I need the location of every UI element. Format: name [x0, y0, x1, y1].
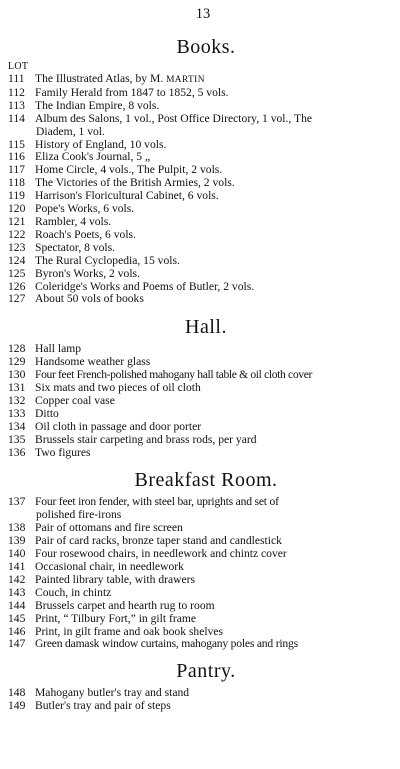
lot-description: Green damask window curtains, mahogany poles and rings — [35, 637, 298, 651]
lot-number: 133 — [8, 406, 26, 420]
lot-number: 118 — [8, 176, 25, 190]
lot-item — [8, 255, 392, 268]
lot-item — [8, 700, 392, 713]
lot-item — [8, 447, 392, 460]
lot-description: Hall lamp — [35, 342, 82, 356]
lot-description: Copper coal vase — [35, 393, 115, 407]
lot-number: 127 — [8, 292, 26, 306]
lot-description: Print, “ Tilbury Fort,” in gilt frame — [35, 611, 197, 625]
lot-description: Eliza Cook's Journal, 5 „ — [35, 150, 151, 164]
lot-description — [35, 113, 392, 126]
lot-number: 143 — [8, 585, 26, 599]
lot-item-continuation — [8, 126, 392, 139]
lot-number: 121 — [8, 214, 26, 228]
lot-item — [8, 229, 392, 242]
lot-item — [8, 395, 392, 408]
lot-item — [8, 113, 392, 126]
section-heading-pantry: Pantry. — [176, 660, 236, 683]
lot-number: 136 — [8, 445, 26, 459]
lot-description — [35, 73, 392, 87]
lot-description: About 50 vols of books — [35, 292, 144, 306]
lot-number: 124 — [8, 253, 26, 267]
lot-description-continuation: polished fire-irons — [36, 508, 122, 522]
lot-column-label: LOT — [8, 61, 29, 72]
lot-number: 129 — [8, 355, 26, 369]
lot-description: Roach's Poets, 6 vols. — [35, 227, 136, 241]
lot-description: Couch, in chintz — [35, 585, 112, 599]
lot-number: 141 — [8, 560, 26, 573]
lot-description: The Rural Cyclopedia, 15 vols. — [35, 253, 180, 267]
lot-description: The Indian Empire, 8 vols. — [35, 98, 160, 112]
lot-description: Handsome weather glass — [35, 355, 151, 369]
lot-number: 111 — [8, 72, 25, 85]
lot-description: Rambler, 4 vols. — [35, 214, 112, 228]
lot-number: 116 — [8, 150, 25, 164]
page-number: 13 — [195, 6, 211, 22]
lot-item — [8, 216, 392, 229]
lot-description: Butler's tray and pair of steps — [35, 699, 171, 713]
lot-item — [8, 421, 392, 434]
lot-description: Coleridge's Works and Poems of Butler, 2 vols. — [35, 279, 255, 293]
lot-item — [8, 434, 392, 447]
lot-number: 126 — [8, 279, 26, 293]
lot-number: 134 — [8, 419, 26, 433]
lot-description: Occasional chair, in needlework — [35, 560, 184, 573]
section-heading-breakfast-room: Breakfast Room. — [134, 469, 278, 492]
lot-number: 128 — [8, 342, 26, 356]
lot-description: Six mats and two pieces of oil cloth — [35, 381, 201, 395]
lot-description: Four rosewood chairs, in needlework and chintz cover — [35, 547, 287, 561]
lot-description: Mahogany butler's tray and stand — [35, 686, 190, 700]
lot-number: 147 — [8, 637, 26, 651]
lot-item — [8, 587, 392, 600]
lot-description: Painted library table, with drawers — [35, 572, 196, 586]
lot-description-text: The Illustrated Atlas, by M. — [35, 72, 167, 85]
lot-number: 144 — [8, 598, 26, 612]
lot-description: Pair of ottomans and fire screen — [35, 521, 183, 535]
section-heading-books: Books. — [176, 36, 236, 58]
lot-number: 149 — [8, 699, 26, 713]
lot-item — [8, 382, 392, 395]
section-heading-hall: Hall. — [185, 316, 227, 339]
lot-description: Brussels carpet and hearth rug to room — [35, 598, 215, 612]
lot-description: Spectator, 8 vols. — [35, 240, 116, 254]
lot-description: Pair of card racks, bronze taper stand and candlestick — [35, 534, 282, 548]
lot-item — [8, 268, 392, 281]
lot-number: 142 — [8, 572, 26, 586]
lot-item — [8, 574, 392, 587]
lot-number: 120 — [8, 202, 26, 216]
lot-item — [8, 408, 392, 421]
lot-number: 145 — [8, 611, 26, 625]
lot-number: 135 — [8, 432, 26, 446]
lot-author: MARTIN — [166, 75, 205, 85]
lot-number: 130 — [8, 368, 26, 382]
lot-number: 112 — [8, 85, 25, 99]
lot-item — [8, 87, 392, 100]
lot-number: 140 — [8, 547, 26, 561]
lot-number: 137 — [8, 495, 26, 509]
lot-number: 148 — [8, 686, 26, 700]
lot-description: Four feet French-polished mahogany hall table & oil cloth cover — [35, 368, 313, 382]
lot-description: Home Circle, 4 vols., The Pulpit, 2 vols. — [35, 163, 223, 177]
lot-item — [8, 613, 392, 626]
lot-description-text: Album des Salons, 1 vol., Post Office Directory, 1 vol., The — [35, 111, 313, 125]
lot-number: 113 — [8, 98, 25, 112]
lot-item — [8, 242, 392, 255]
lot-item — [8, 293, 392, 306]
lot-number: 122 — [8, 227, 26, 241]
lot-description-continuation: Diadem, 1 vol. — [36, 124, 105, 138]
lot-number: 139 — [8, 534, 26, 548]
breakfast-room-list — [8, 496, 392, 651]
lot-item — [8, 561, 392, 574]
lot-number: 114 — [8, 111, 25, 125]
lot-description: The Victories of the British Armies, 2 vols. — [35, 176, 235, 190]
lot-number: 125 — [8, 266, 26, 280]
lot-number: 115 — [8, 137, 25, 151]
lot-description: Ditto — [35, 406, 59, 420]
lot-item — [8, 638, 392, 651]
lot-description: Two figures — [35, 445, 91, 459]
lot-number: 146 — [8, 624, 26, 638]
lot-description: Byron's Works, 2 vols. — [35, 266, 140, 280]
lot-description: Oil cloth in passage and door porter — [35, 419, 202, 433]
lot-description: Print, in gilt frame and oak book shelves — [35, 624, 224, 638]
lot-number: 117 — [8, 163, 25, 177]
lot-number: 138 — [8, 521, 26, 535]
lot-number: 132 — [8, 393, 26, 407]
lot-description: Family Herald from 1847 to 1852, 5 vols. — [35, 85, 229, 99]
lot-number: 131 — [8, 381, 26, 395]
lot-description: Pope's Works, 6 vols. — [35, 202, 135, 216]
lot-number: 119 — [8, 189, 25, 203]
lot-description: Harrison's Floricultural Cabinet, 6 vols. — [35, 189, 219, 203]
lot-item — [8, 600, 392, 613]
lot-description: History of England, 10 vols. — [35, 137, 167, 151]
lot-item — [8, 73, 392, 87]
lot-description: Brussels stair carpeting and brass rods, per yard — [35, 432, 257, 446]
lot-number: 123 — [8, 240, 26, 254]
lot-description: Four feet iron fender, with steel bar, uprights and set of — [35, 495, 279, 509]
